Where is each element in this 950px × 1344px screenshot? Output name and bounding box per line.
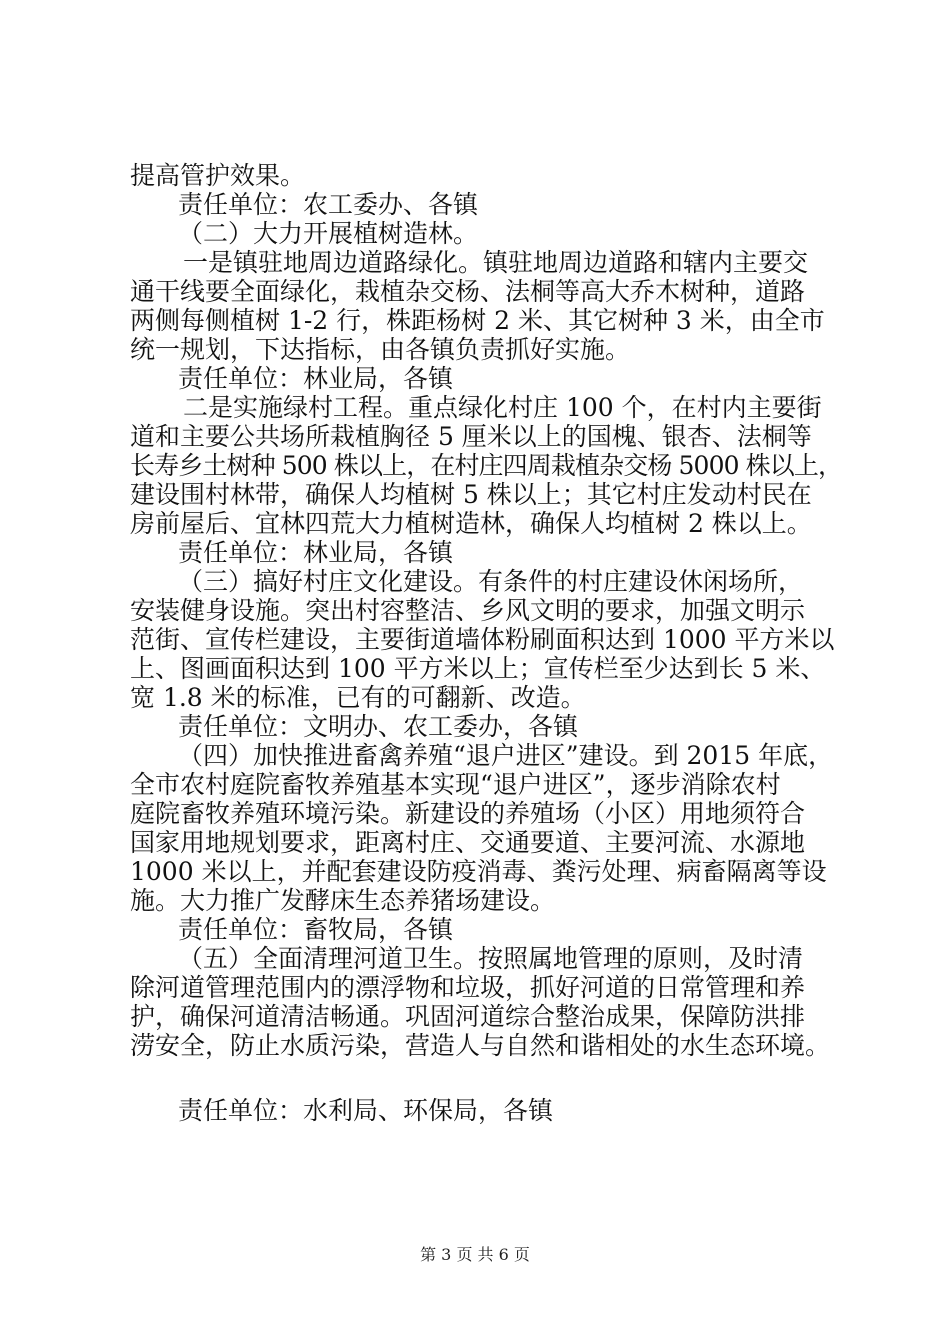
text-line: 道和主要公共场所栽植胸径 5 厘米以上的国槐、银杏、法桐等 (130, 422, 812, 451)
text-line: 宽 1.8 米的标准，已有的可翻新、改造。 (130, 683, 586, 712)
text-line: 责任单位：林业局，各镇 (178, 364, 454, 393)
text-line: 责任单位：林业局，各镇 (178, 538, 454, 567)
text-line: 房前屋后、宜林四荒大力植树造林，确保人均植树 2 株以上。 (130, 509, 812, 538)
text-line: （二）大力开展植树造林。 (178, 219, 479, 248)
text-line: 除河道管理范围内的漂浮物和垃圾，抓好河道的日常管理和养 (130, 973, 806, 1002)
text-line: （三）搞好村庄文化建设。有条件的村庄建设休闲场所， (178, 567, 804, 596)
text-line: 范街、宣传栏建设，主要街道墙体粉刷面积达到 1000 平方米以 (130, 625, 835, 654)
text-line: 一是镇驻地周边道路绿化。镇驻地周边道路和辖内主要交 (183, 248, 809, 277)
text-line: 提高管护效果。 (130, 161, 306, 190)
text-line: 二是实施绿村工程。重点绿化村庄 100 个，在村内主要街 (183, 393, 822, 422)
text-line: （四）加快推进畜禽养殖“退户进区”建设。到 2015 年底， (178, 741, 834, 770)
text-line: 1000 米以上，并配套建设防疫消毒、粪污处理、病畜隔离等设 (130, 857, 827, 886)
text-line: 责任单位：畜牧局，各镇 (178, 915, 454, 944)
text-line: 责任单位：农工委办、各镇 (178, 190, 479, 219)
text-line: 涝安全，防止水质污染，营造人与自然和谐相处的水生态环境。 (130, 1031, 831, 1060)
text-line: （五）全面清理河道卫生。按照属地管理的原则，及时清 (178, 944, 804, 973)
text-line: 庭院畜牧养殖环境污染。新建设的养殖场（小区）用地须符合 (130, 799, 806, 828)
text-line: 安装健身设施。突出村容整洁、乡风文明的要求，加强文明示 (130, 596, 806, 625)
text-line: 通干线要全面绿化，栽植杂交杨、法桐等高大乔木树种，道路 (130, 277, 806, 306)
text-line: 两侧每侧植树 1-2 行，株距杨树 2 米、其它树种 3 米，由全市 (130, 306, 825, 335)
text-line: 统一规划，下达指标，由各镇负责抓好实施。 (130, 335, 631, 364)
text-line: 建设围村林带，确保人均植树 5 株以上；其它村庄发动村民在 (130, 480, 812, 509)
text-line: 施。大力推广发酵床生态养猪场建设。 (130, 886, 556, 915)
text-line: 责任单位：水利局、环保局，各镇 (178, 1096, 554, 1125)
text-line: 责任单位：文明办、农工委办，各镇 (178, 712, 579, 741)
text-line: 上、图画面积达到 100 平方米以上；宣传栏至少达到长 5 米、 (130, 654, 826, 683)
text-line: 护，确保河道清洁畅通。巩固河道综合整治成果，保障防洪排 (130, 1002, 806, 1031)
text-line: 全市农村庭院畜牧养殖基本实现“退户进区”，逐步消除农村 (130, 770, 781, 799)
text-line: 国家用地规划要求，距离村庄、交通要道、主要河流、水源地 (130, 828, 806, 857)
page-footer: 第 3 页 共 6 页 (420, 1245, 530, 1264)
text-line: 长寿乡土树种 500 株以上，在村庄四周栽植杂交杨 5000 株以上， (130, 451, 842, 480)
